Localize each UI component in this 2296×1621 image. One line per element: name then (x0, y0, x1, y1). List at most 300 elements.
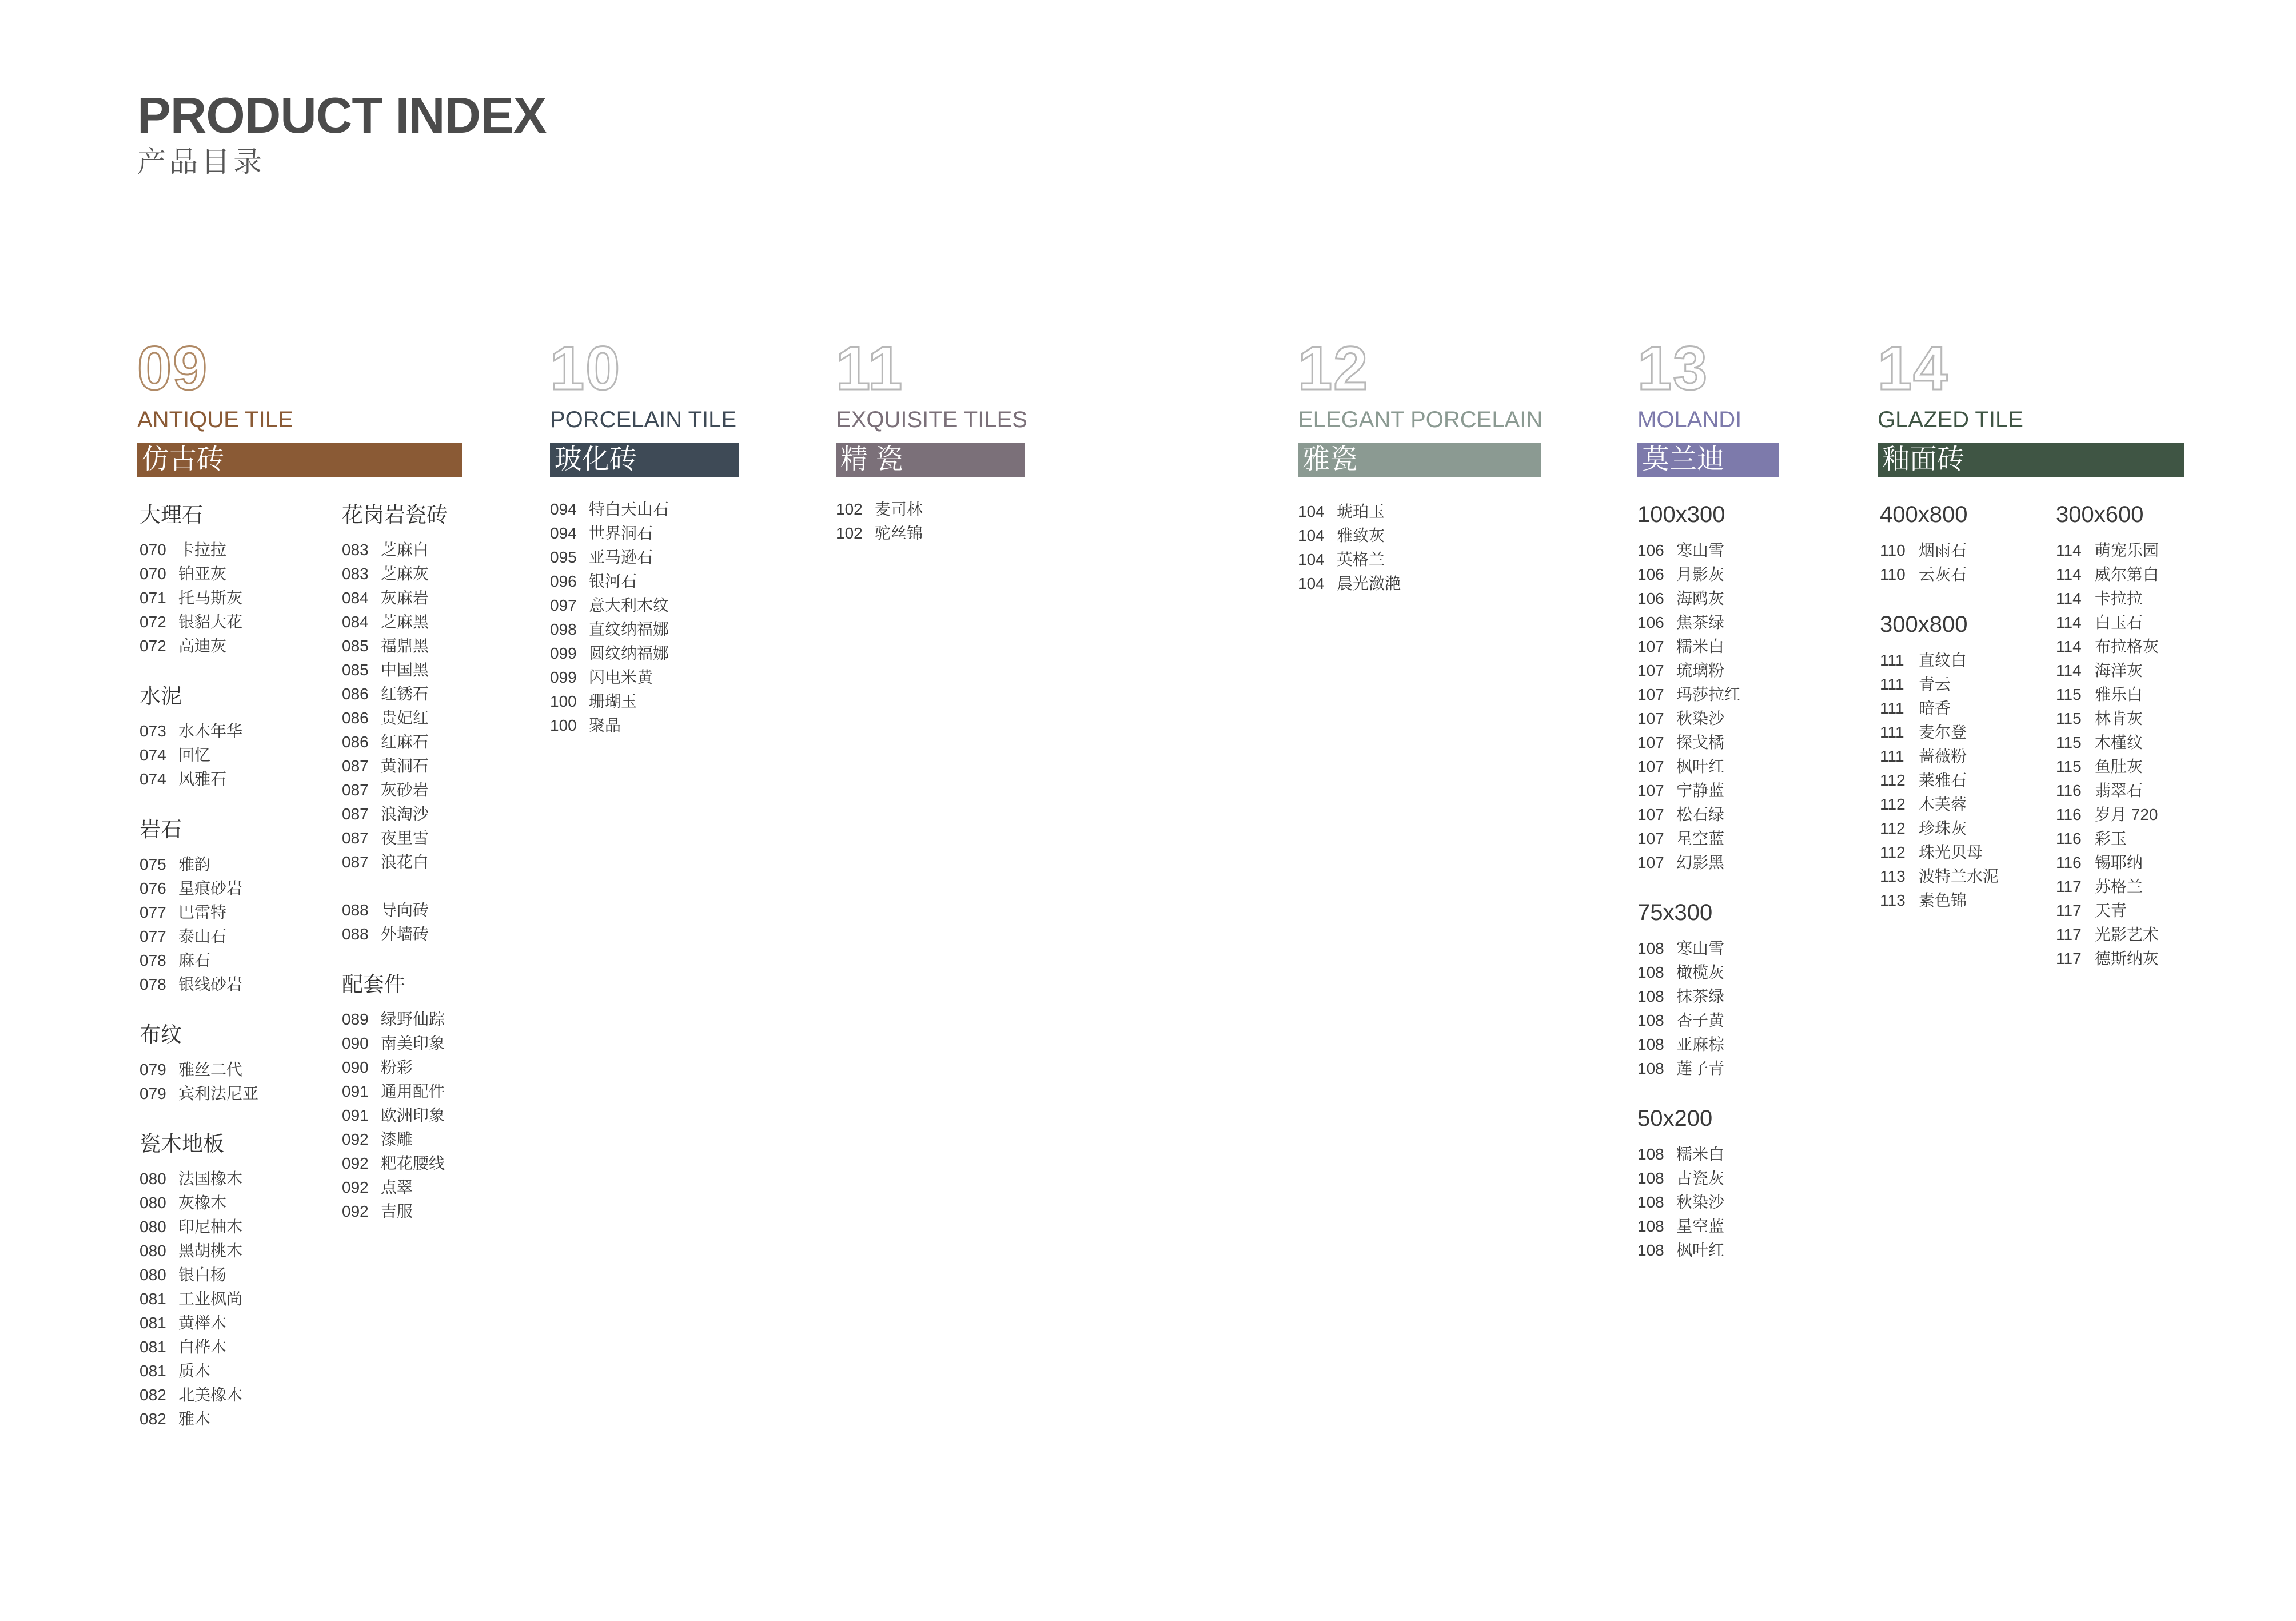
item-name: 黄洞石 (381, 757, 429, 775)
section-number: 14 (1878, 333, 1949, 403)
item-name: 风雅石 (178, 770, 227, 788)
item-page-number: 084 (342, 613, 369, 631)
item-name: 麦尔登 (1919, 723, 1967, 741)
item-list (1637, 1142, 1740, 1262)
list-item (2056, 731, 2159, 755)
s09-col-1 (139, 504, 258, 1459)
list-item (1298, 572, 1401, 596)
section-en-title: GLAZED TILE (1878, 407, 2023, 432)
item-name: 宾利法尼亚 (178, 1085, 259, 1102)
item-list (139, 1167, 258, 1431)
item-name: 导向砖 (381, 901, 429, 919)
list-item (2056, 611, 2159, 635)
item-name: 莱雅石 (1919, 771, 1967, 789)
item-page-number: 083 (342, 541, 369, 559)
item-page-number: 106 (1637, 614, 1664, 631)
item-name: 通用配件 (381, 1082, 445, 1100)
list-item (139, 1082, 258, 1106)
item-page-number: 114 (2056, 662, 2082, 679)
list-item (1880, 792, 1999, 817)
list-item (342, 562, 448, 586)
item-name: 绿野仙踪 (381, 1010, 445, 1028)
item-page-number: 107 (1637, 638, 1664, 655)
item-name: 雅乐白 (2095, 686, 2143, 703)
item-name: 回忆 (178, 746, 211, 764)
list-item (342, 1128, 448, 1152)
group-title: 100x300 (1637, 502, 1725, 527)
list-item (342, 778, 448, 802)
section-12 (1298, 333, 1543, 477)
item-list (2056, 539, 2159, 971)
group-wood (139, 1133, 258, 1431)
list-item (139, 562, 258, 586)
section-en-title: MOLANDI (1637, 407, 1742, 432)
item-name: 糯米白 (1676, 638, 1725, 655)
item-name: 古瓷灰 (1676, 1169, 1725, 1187)
item-page-number: 072 (139, 637, 166, 655)
list-item (342, 754, 448, 778)
item-name: 海鸥灰 (1676, 590, 1725, 607)
item-name: 世界洞石 (589, 524, 653, 542)
item-name: 杏子黄 (1676, 1011, 1725, 1029)
item-name: 寒山雪 (1676, 541, 1725, 559)
section-en-title: PORCELAIN TILE (550, 407, 737, 432)
item-name: 福鼎黑 (381, 637, 429, 655)
list-item (1637, 1238, 1740, 1262)
item-list (139, 853, 258, 997)
item-name: 南美印象 (381, 1034, 445, 1052)
item-list (139, 538, 258, 658)
item-name: 法国橡木 (178, 1170, 243, 1188)
list-item (1880, 563, 1999, 587)
item-page-number: 114 (2056, 590, 2082, 607)
list-item (342, 826, 448, 850)
item-name: 光影艺术 (2095, 926, 2159, 943)
list-item (342, 682, 448, 706)
group-title: 布纹 (139, 1023, 182, 1046)
item-name: 星痕砂岩 (178, 879, 243, 897)
section-09 (137, 333, 462, 477)
list-item (1637, 961, 1740, 985)
item-name: 点翠 (381, 1178, 413, 1196)
item-name: 质木 (178, 1362, 211, 1380)
item-page-number: 087 (342, 829, 369, 847)
item-name: 吉服 (381, 1202, 413, 1220)
item-name: 白玉石 (2095, 614, 2143, 631)
item-page-number: 107 (1637, 830, 1664, 847)
item-name: 莲子青 (1676, 1060, 1725, 1077)
list-item (1637, 1033, 1740, 1057)
item-list (342, 538, 448, 874)
list-item (2056, 635, 2159, 659)
item-page-number: 096 (550, 572, 577, 590)
item-name: 抹茶绿 (1676, 987, 1725, 1005)
item-page-number: 072 (139, 613, 166, 631)
item-page-number: 111 (1880, 651, 1904, 669)
item-page-number: 116 (2056, 854, 2082, 871)
list-item (342, 802, 448, 826)
item-page-number: 111 (1880, 747, 1904, 765)
item-page-number: 112 (1880, 795, 1906, 813)
item-page-number: 107 (1637, 782, 1664, 799)
item-page-number: 079 (139, 1085, 166, 1102)
group-title: 75x300 (1637, 900, 1713, 925)
item-name: 芝麻灰 (381, 565, 429, 583)
list-item (139, 634, 258, 658)
item-name: 芝麻黑 (381, 613, 429, 631)
item-page-number: 090 (342, 1058, 369, 1076)
section-zh-title: 玻化砖 (550, 443, 739, 477)
item-list (342, 1007, 448, 1224)
list-item (1637, 779, 1740, 803)
list-item (139, 949, 258, 973)
section-number: 09 (137, 333, 209, 403)
list-item (342, 1080, 448, 1104)
item-name: 翡翠石 (2095, 782, 2143, 799)
group-cement (139, 686, 258, 791)
item-name: 探戈橘 (1676, 734, 1725, 751)
item-page-number: 106 (1637, 590, 1664, 607)
item-page-number: 075 (139, 855, 166, 873)
item-name: 枫叶红 (1676, 1241, 1725, 1259)
list-item (139, 586, 258, 610)
item-page-number: 085 (342, 637, 369, 655)
item-name: 夜里雪 (381, 829, 429, 847)
item-page-number: 074 (139, 746, 166, 764)
item-name: 锡耶纳 (2095, 854, 2143, 871)
item-page-number: 108 (1637, 1193, 1664, 1211)
item-name: 威尔第白 (2095, 565, 2159, 583)
list-item (1637, 659, 1740, 683)
item-page-number: 087 (342, 781, 369, 799)
item-name: 珠光贝母 (1919, 843, 1983, 861)
item-page-number: 080 (139, 1218, 166, 1236)
section-en-title: EXQUISITE TILES (836, 407, 1027, 432)
list-item (1298, 524, 1401, 548)
group-title: 300x600 (2056, 502, 2144, 527)
s09-col-2 (342, 504, 448, 1251)
list-item (1880, 889, 1999, 913)
list-item (1298, 500, 1401, 524)
s14-col-1 (1880, 503, 1999, 940)
item-page-number: 107 (1637, 758, 1664, 775)
item-page-number: 108 (1637, 987, 1664, 1005)
list-item (139, 767, 258, 791)
item-name: 林肯灰 (2095, 710, 2143, 727)
item-page-number: 098 (550, 620, 577, 638)
item-name: 麦司林 (875, 500, 923, 518)
list-item (1880, 841, 1999, 865)
list-item (139, 1287, 258, 1311)
s12-list (1298, 500, 1401, 596)
item-page-number: 088 (342, 925, 369, 943)
item-page-number: 099 (550, 668, 577, 686)
section-number: 12 (1298, 333, 1369, 403)
item-page-number: 113 (1880, 891, 1906, 909)
item-page-number: 082 (139, 1410, 166, 1428)
item-name: 布拉格灰 (2095, 638, 2159, 655)
group-title: 50x200 (1637, 1106, 1713, 1131)
list-item (2056, 659, 2159, 683)
item-name: 海洋灰 (2095, 662, 2143, 679)
item-page-number: 107 (1637, 806, 1664, 823)
item-page-number: 080 (139, 1170, 166, 1188)
list-item (139, 1263, 258, 1287)
list-item (139, 1191, 258, 1215)
item-name: 亚麻棕 (1676, 1035, 1725, 1053)
item-name: 彩玉 (2095, 830, 2127, 847)
list-item (139, 877, 258, 901)
item-name: 北美橡木 (178, 1386, 243, 1404)
item-page-number: 116 (2056, 806, 2082, 823)
group-title: 配套件 (342, 973, 405, 996)
page-subtitle: 产品目录 (137, 146, 265, 178)
group-50x200 (1637, 1107, 1740, 1262)
item-page-number: 108 (1637, 963, 1664, 981)
item-name: 泰山石 (178, 927, 227, 945)
item-name: 灰砂岩 (381, 781, 429, 799)
item-page-number: 108 (1637, 1169, 1664, 1187)
item-name: 星空蓝 (1676, 830, 1725, 847)
list-item (1637, 985, 1740, 1009)
item-name: 宁静蓝 (1676, 782, 1725, 799)
item-page-number: 078 (139, 951, 166, 969)
list-item (1880, 865, 1999, 889)
item-name: 英格兰 (1337, 551, 1385, 568)
item-page-number: 107 (1637, 686, 1664, 703)
item-list (1880, 539, 1999, 587)
list-item (1880, 696, 1999, 720)
item-page-number: 084 (342, 589, 369, 607)
item-name: 德斯纳灰 (2095, 950, 2159, 967)
item-page-number: 100 (550, 716, 577, 734)
item-page-number: 113 (1880, 867, 1906, 885)
list-item (2056, 779, 2159, 803)
group-400x800 (1880, 503, 1999, 587)
item-name: 白桦木 (178, 1338, 227, 1356)
item-name: 驼丝锦 (875, 524, 923, 542)
item-name: 雅致灰 (1337, 527, 1385, 544)
section-zh-title: 莫兰迪 (1637, 443, 1779, 477)
item-name: 意大利木纹 (589, 596, 669, 614)
item-name: 烟雨石 (1919, 541, 1967, 559)
item-name: 苏格兰 (2095, 878, 2143, 895)
item-page-number: 099 (550, 644, 577, 662)
item-page-number: 080 (139, 1242, 166, 1260)
item-page-number: 092 (342, 1154, 369, 1172)
item-page-number: 091 (342, 1106, 369, 1124)
item-page-number: 116 (2056, 782, 2082, 799)
list-item (2056, 851, 2159, 875)
item-page-number: 100 (550, 692, 577, 710)
item-name: 幻影黑 (1676, 854, 1725, 871)
item-name: 灰橡木 (178, 1194, 227, 1212)
item-name: 灰麻岩 (381, 589, 429, 607)
list-item (139, 1167, 258, 1191)
item-name: 粉彩 (381, 1058, 413, 1076)
list-item (139, 901, 258, 925)
item-page-number: 108 (1637, 1011, 1664, 1029)
list-item (836, 521, 923, 545)
item-name: 卡拉拉 (178, 541, 227, 559)
list-item (342, 586, 448, 610)
list-item (342, 634, 448, 658)
item-page-number: 071 (139, 589, 166, 607)
section-number: 13 (1637, 333, 1709, 403)
item-name: 萌宠乐园 (2095, 541, 2159, 559)
section-zh-title: 仿古砖 (137, 443, 462, 477)
item-name: 松石绿 (1676, 806, 1725, 823)
item-page-number: 108 (1637, 939, 1664, 957)
list-item (1637, 937, 1740, 961)
item-page-number: 112 (1880, 771, 1906, 789)
list-item (139, 853, 258, 877)
item-name: 琉璃粉 (1676, 662, 1725, 679)
list-item (1637, 1190, 1740, 1214)
item-page-number: 106 (1637, 541, 1664, 559)
group-title: 瓷木地板 (139, 1132, 224, 1156)
item-page-number: 080 (139, 1194, 166, 1212)
item-page-number: 104 (1298, 527, 1325, 544)
list-item (550, 545, 669, 569)
item-name: 玛莎拉红 (1676, 686, 1741, 703)
item-page-number: 086 (342, 709, 369, 727)
section-en-title: ELEGANT PORCELAIN (1298, 407, 1543, 432)
list-item (2056, 827, 2159, 851)
item-page-number: 108 (1637, 1060, 1664, 1077)
list-item (139, 1407, 258, 1431)
item-page-number: 094 (550, 524, 577, 542)
item-name: 粑花腰线 (381, 1154, 445, 1172)
list-item (1880, 720, 1999, 744)
list-item (550, 666, 669, 690)
item-page-number: 106 (1637, 565, 1664, 583)
list-item (342, 730, 448, 754)
item-list (1880, 648, 1999, 913)
list-item (1637, 611, 1740, 635)
item-name: 珊瑚玉 (589, 692, 637, 710)
list-item (342, 706, 448, 730)
s10-list (550, 497, 669, 738)
item-name: 圆纹纳福娜 (589, 644, 669, 662)
s14-col-2 (2056, 503, 2159, 998)
item-name: 红锈石 (381, 685, 429, 703)
list-item (139, 538, 258, 562)
group-title: 岩石 (139, 818, 182, 841)
list-item (1880, 744, 1999, 768)
item-page-number: 107 (1637, 710, 1664, 727)
item-name: 星空蓝 (1676, 1217, 1725, 1235)
list-item (342, 1056, 448, 1080)
list-item (139, 973, 258, 997)
item-page-number: 085 (342, 661, 369, 679)
item-page-number: 115 (2056, 734, 2082, 751)
item-name: 麻石 (178, 951, 211, 969)
list-item (550, 618, 669, 642)
group-title: 大理石 (139, 503, 203, 527)
item-page-number: 107 (1637, 734, 1664, 751)
item-page-number: 102 (836, 500, 863, 518)
item-name: 高迪灰 (178, 637, 227, 655)
group-granite (342, 504, 448, 946)
section-14 (1878, 333, 2184, 477)
item-name: 托马斯灰 (178, 589, 243, 607)
item-page-number: 112 (1880, 843, 1906, 861)
list-item (342, 1200, 448, 1224)
item-list (836, 497, 923, 545)
list-item (1880, 672, 1999, 696)
item-name: 黄榉木 (178, 1314, 227, 1332)
item-name: 外墙砖 (381, 925, 429, 943)
item-page-number: 083 (342, 565, 369, 583)
item-page-number: 107 (1637, 854, 1664, 871)
item-page-number: 108 (1637, 1035, 1664, 1053)
item-name: 芝麻白 (381, 541, 429, 559)
list-item (342, 658, 448, 682)
item-name: 浪淘沙 (381, 805, 429, 823)
list-item (139, 1058, 258, 1082)
list-item (139, 1359, 258, 1383)
group-title: 水泥 (139, 684, 182, 708)
list-item (1637, 803, 1740, 827)
list-item (342, 610, 448, 634)
item-page-number: 114 (2056, 565, 2082, 583)
item-page-number: 090 (342, 1034, 369, 1052)
item-page-number: 111 (1880, 699, 1904, 717)
item-name: 印尼柚木 (178, 1218, 243, 1236)
item-page-number: 087 (342, 757, 369, 775)
list-item (139, 925, 258, 949)
item-name: 银白杨 (178, 1266, 227, 1284)
list-item (2056, 803, 2159, 827)
item-name: 水木年华 (178, 722, 243, 740)
item-name: 直纹白 (1919, 651, 1967, 669)
item-name: 巴雷特 (178, 903, 227, 921)
list-item (342, 850, 448, 874)
item-name: 木槿纹 (2095, 734, 2143, 751)
item-page-number: 076 (139, 879, 166, 897)
list-item (1637, 587, 1740, 611)
item-name: 直纹纳福娜 (589, 620, 669, 638)
section-number: 10 (550, 333, 621, 403)
list-item (2056, 875, 2159, 899)
item-name: 蔷薇粉 (1919, 747, 1967, 765)
group-300x600 (2056, 503, 2159, 971)
item-name: 青云 (1919, 675, 1951, 693)
item-page-number: 081 (139, 1314, 166, 1332)
item-name: 聚晶 (589, 716, 621, 734)
group-75x300 (1637, 901, 1740, 1081)
item-name: 木芙蓉 (1919, 795, 1967, 813)
item-name: 秋染沙 (1676, 710, 1725, 727)
item-name: 铂亚灰 (178, 565, 227, 583)
item-list (1637, 937, 1740, 1081)
section-13 (1637, 333, 1779, 477)
item-page-number: 111 (1880, 723, 1904, 741)
item-page-number: 111 (1880, 675, 1904, 693)
item-page-number: 117 (2056, 902, 2082, 919)
list-item (550, 690, 669, 714)
group-fabric (139, 1024, 258, 1106)
list-item (1637, 1166, 1740, 1190)
section-11 (836, 333, 1027, 477)
item-page-number: 070 (139, 565, 166, 583)
item-page-number: 097 (550, 596, 577, 614)
item-page-number: 107 (1637, 662, 1664, 679)
item-name: 寒山雪 (1676, 939, 1725, 957)
item-page-number: 115 (2056, 710, 2082, 727)
list-item (1637, 539, 1740, 563)
